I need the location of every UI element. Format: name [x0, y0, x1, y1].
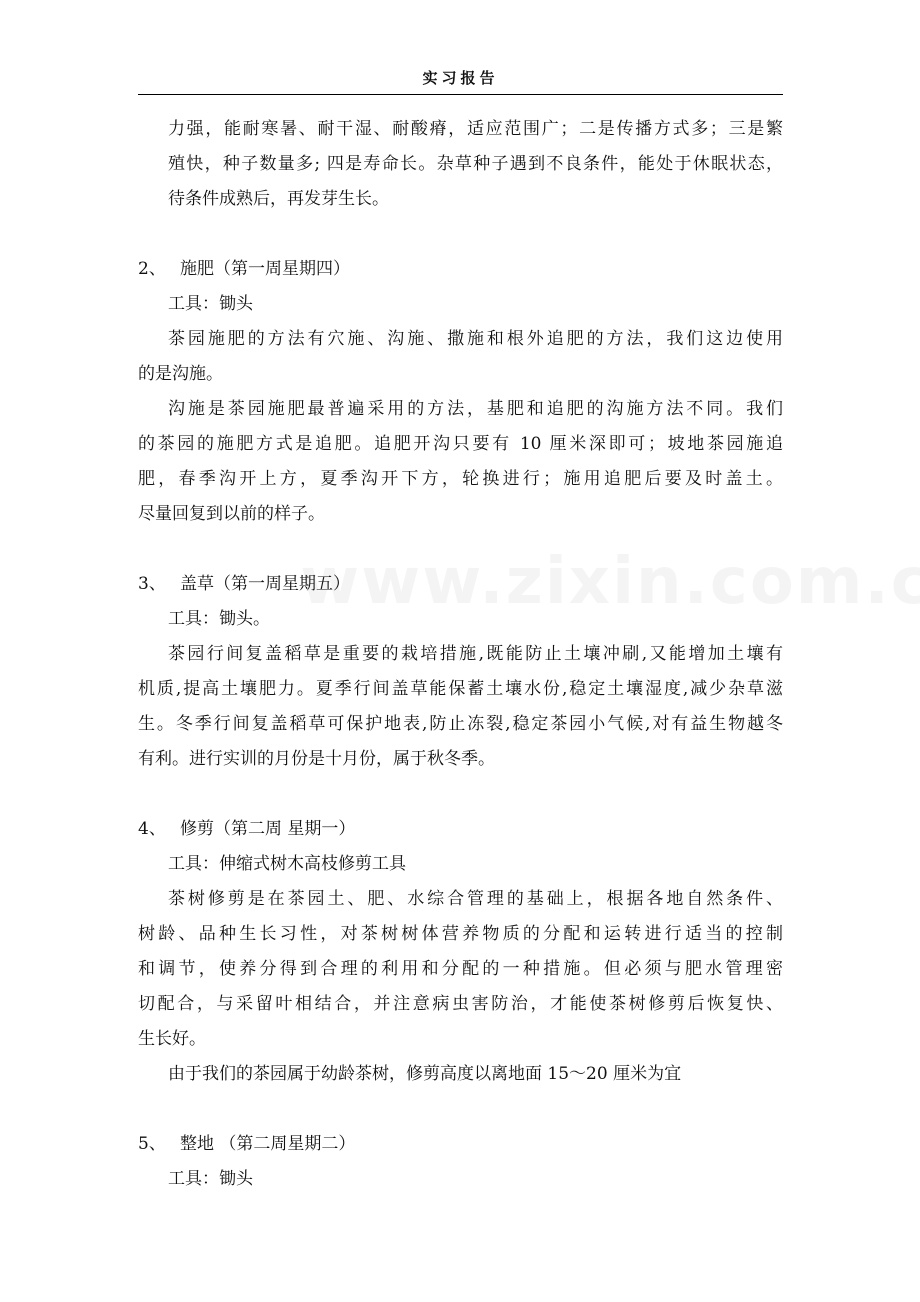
intro-paragraph: [138, 112, 783, 217]
text-line: 力强，能耐寒暑、耐干湿、耐酸瘠，适应范围广；二是传播方式多；三是繁: [168, 119, 783, 139]
blank-line: [138, 1092, 783, 1127]
section-mulching: [138, 567, 783, 777]
section-number: 4、: [138, 819, 166, 839]
section-land-preparation: [138, 1127, 783, 1197]
header-title: 实习报告: [422, 69, 499, 87]
blank-line: [138, 217, 783, 252]
section-title: 盖草（第一周星期五）: [180, 574, 350, 594]
section-title: 修剪（第二周 星期一）: [180, 819, 356, 839]
blank-line: [138, 777, 783, 812]
text-line: 生。冬季行间复盖稻草可保护地表,防止冻裂,稳定茶园小气候,对有益生物越冬: [138, 714, 783, 734]
tool-line: 工具：锄头。: [168, 609, 270, 629]
section-title: 整地 （第二周星期二）: [180, 1134, 356, 1154]
text-line: 树龄、品种生长习性，对茶树树体营养物质的分配和运转进行适当的控制: [138, 924, 783, 944]
page-header: [138, 62, 783, 95]
tool-line: 工具：伸缩式树木高枝修剪工具: [168, 854, 406, 874]
text-line: 的是沟施。: [138, 364, 223, 384]
tool-line: 工具：锄头: [168, 1169, 253, 1189]
section-heading: [138, 252, 783, 287]
section-fertilizing: [138, 252, 783, 532]
text-line: 有利。进行实训的月份是十月份，属于秋冬季。: [138, 749, 495, 769]
section-number: 5、: [138, 1134, 166, 1154]
text-line: 待条件成熟后，再发芽生长。: [168, 189, 389, 209]
tool-line: 工具：锄头: [168, 294, 253, 314]
text-line: 机质,提高土壤肥力。夏季行间盖草能保蓄土壤水份,稳定土壤湿度,减少杂草滋: [138, 679, 783, 699]
document-body: [138, 112, 783, 1197]
section-number: 2、: [138, 259, 166, 279]
section-heading: [138, 567, 783, 602]
text-line: 和调节，使养分得到合理的利用和分配的一种措施。但必须与肥水管理密: [138, 959, 783, 979]
text-line: 由于我们的茶园属于幼龄茶树，修剪高度以离地面 15～20 厘米为宜: [168, 1064, 682, 1084]
text-line: 茶园施肥的方法有穴施、沟施、撒施和根外追肥的方法，我们这边使用: [168, 329, 783, 349]
section-heading: [138, 1127, 783, 1162]
text-line: 的茶园的施肥方式是追肥。追肥开沟只要有 10 厘米深即可；坡地茶园施追: [138, 434, 783, 454]
section-title: 施肥（第一周星期四）: [180, 259, 350, 279]
text-line: 尽量回复到以前的样子。: [138, 504, 325, 524]
text-line: 切配合，与采留叶相结合，并注意病虫害防治，才能使茶树修剪后恢复快、: [138, 994, 783, 1014]
text-line: 生长好。: [138, 1029, 206, 1049]
text-line: 肥，春季沟开上方，夏季沟开下方，轮换进行；施用追肥后要及时盖土。: [138, 469, 783, 489]
text-line: 殖快，种子数量多; 四是寿命长。杂草种子遇到不良条件，能处于休眠状态，: [168, 154, 783, 174]
section-heading: [138, 812, 783, 847]
text-line: 茶园行间复盖稻草是重要的栽培措施,既能防止土壤冲刷,又能增加土壤有: [168, 644, 783, 664]
blank-line: [138, 532, 783, 567]
section-number: 3、: [138, 574, 166, 594]
text-line: 沟施是茶园施肥最普遍采用的方法，基肥和追肥的沟施方法不同。我们: [168, 399, 783, 419]
section-pruning: [138, 812, 783, 1092]
text-line: 茶树修剪是在茶园土、肥、水综合管理的基础上，根据各地自然条件、: [168, 889, 783, 909]
